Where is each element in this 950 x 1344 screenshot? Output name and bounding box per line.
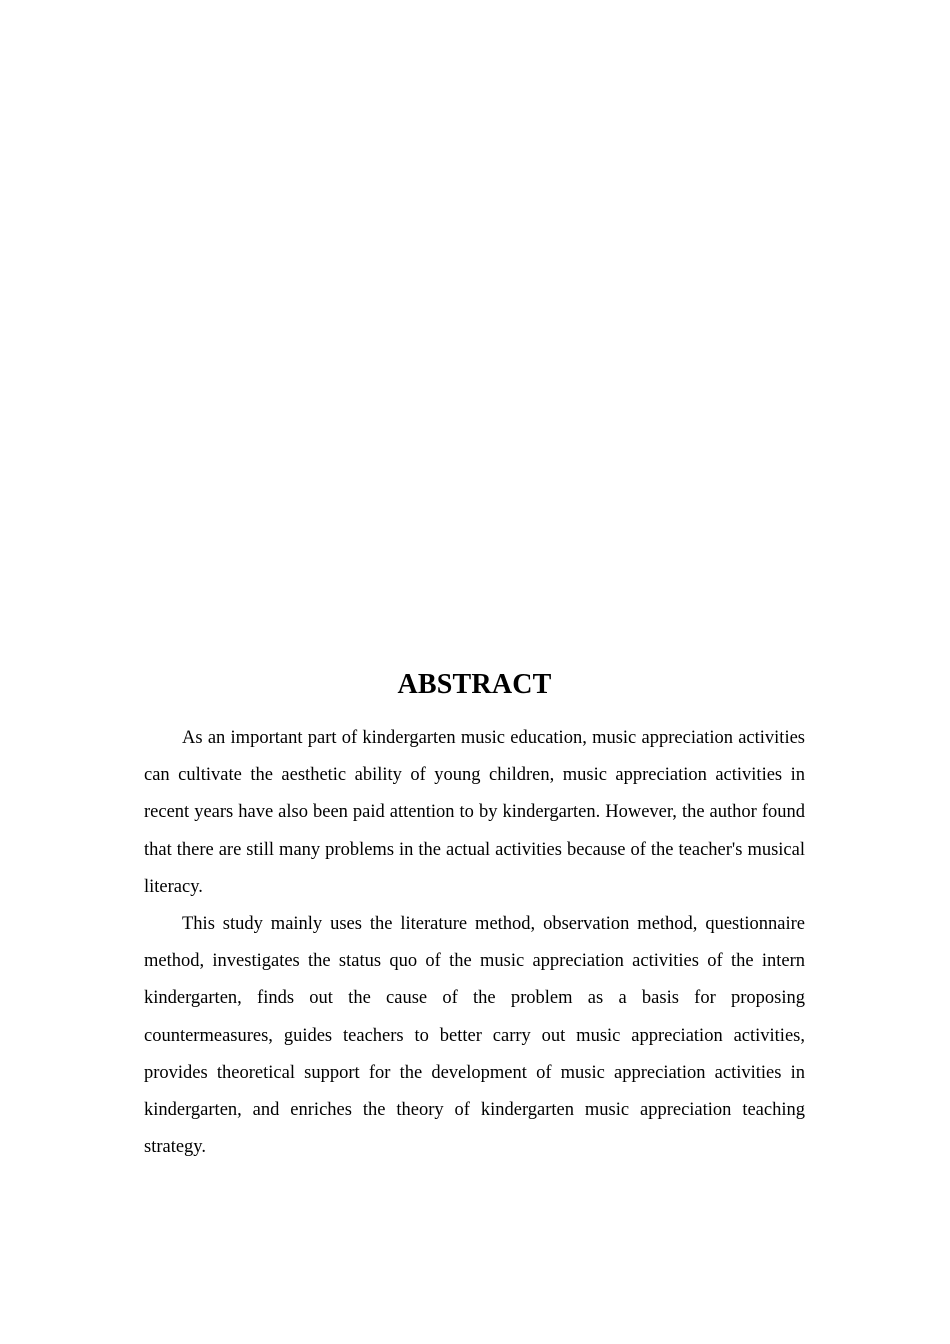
abstract-paragraph-1: As an important part of kindergarten music education, music appreciation activities can cultivate the aesthetic ability of young children, music appreciation activities in recent years have also been paid attention to by kindergarten. However, the author found that there are still many problems in the actual activities because of the teacher's musical literacy. [144, 728, 805, 897]
abstract-section [144, 666, 805, 1166]
abstract-paragraph-2: This study mainly uses the literature method, observation method, questionnaire method, investigates the status quo of the music appreciation activities of the intern kindergarten, finds out the cause of the problem as a basis for proposing countermeasures, guides teachers to better carry out music appreciation activities, provides theoretical support for the development of music appreciation activities in kindergarten, and enriches the theory of kindergarten music appreciation teaching strategy. [144, 914, 805, 1158]
abstract-heading: ABSTRACT [397, 669, 552, 700]
